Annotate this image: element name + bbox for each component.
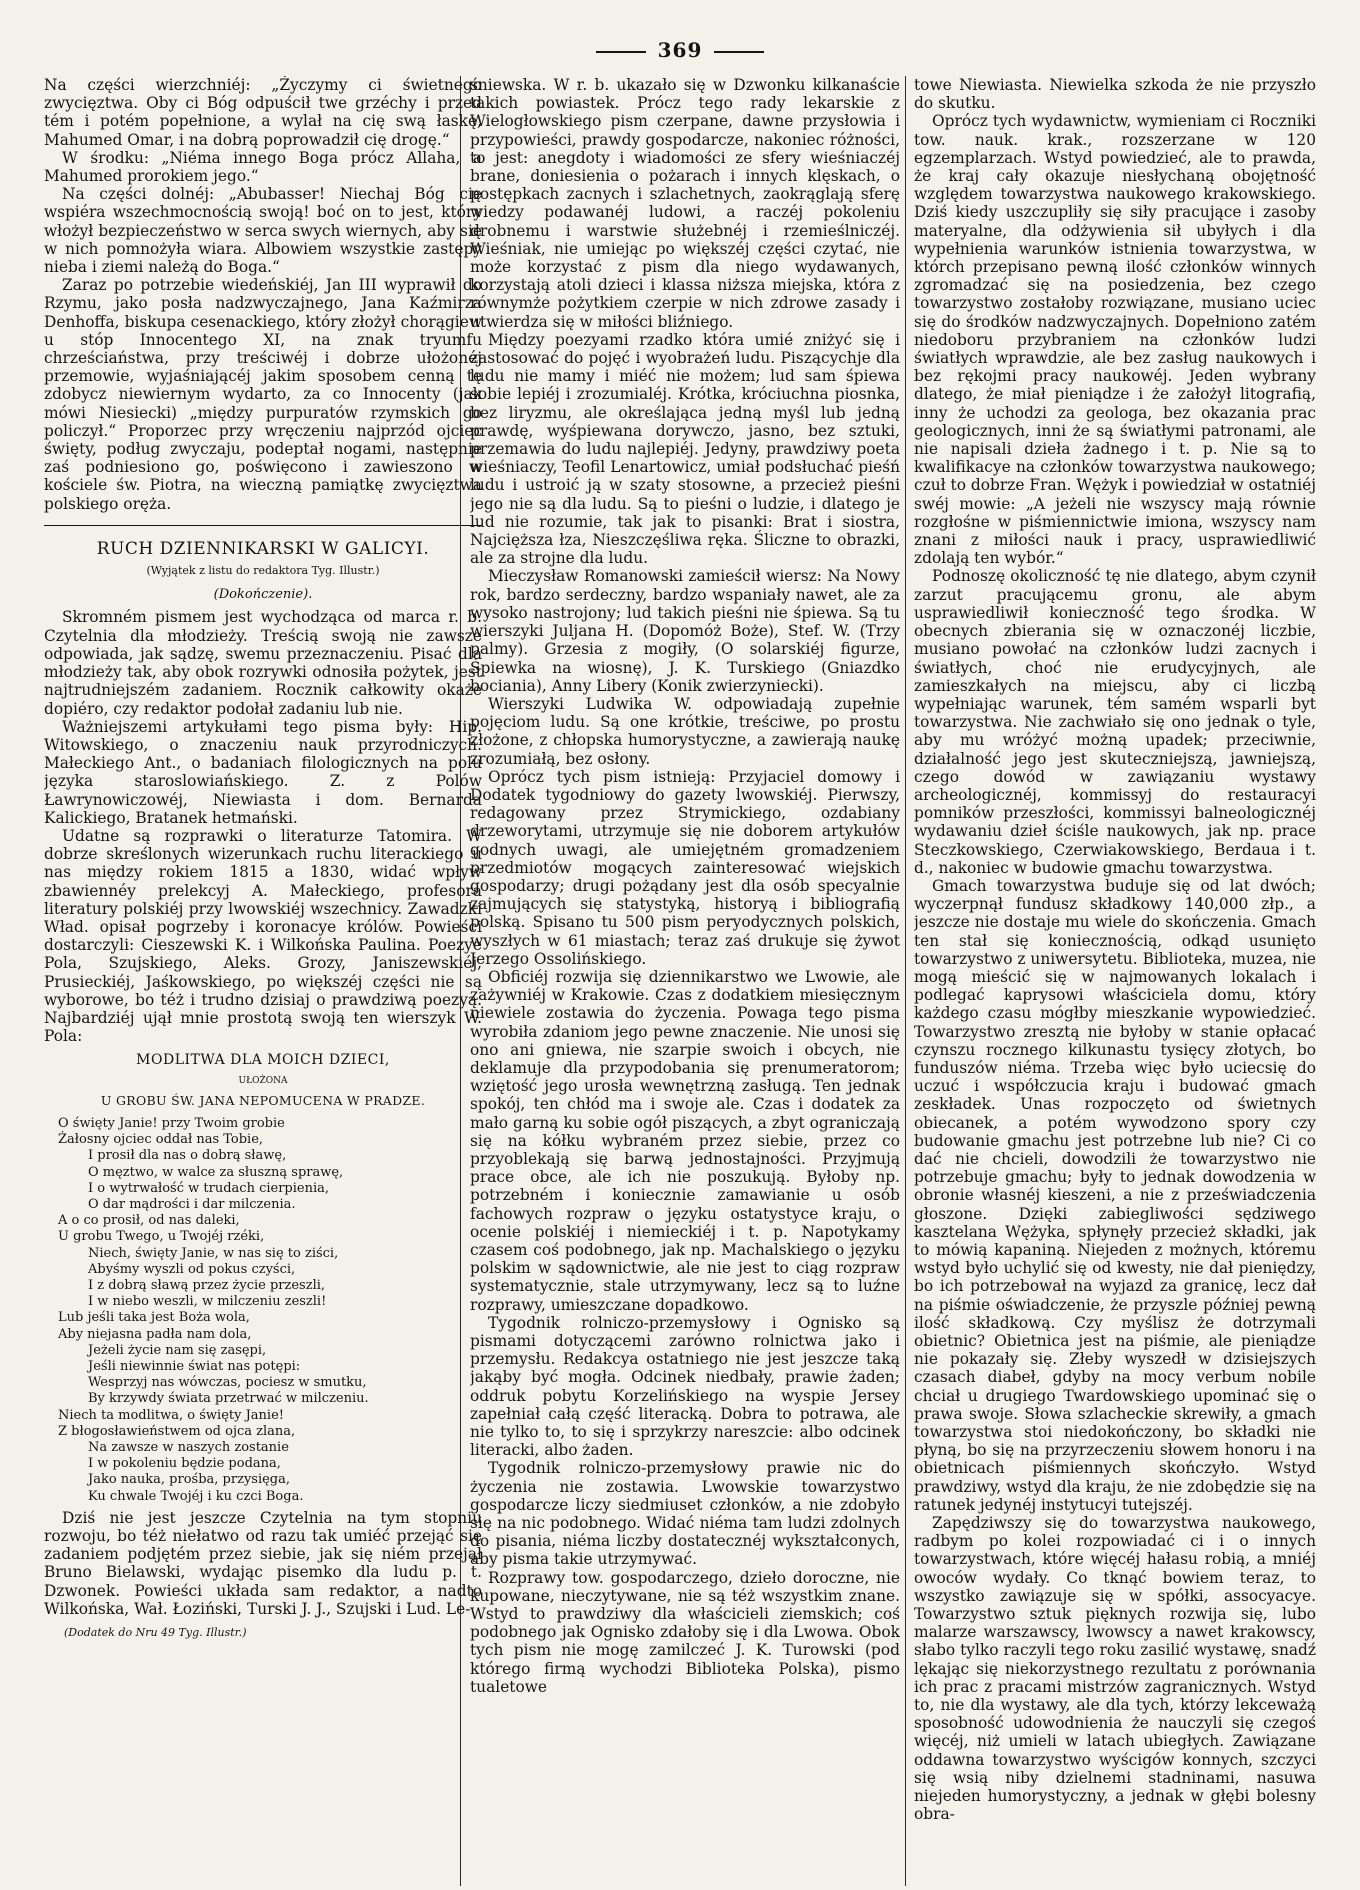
paragraph: Podnoszę okoliczność tę nie dlatego, abym czynił zarzut pracującemu gronu, ale abym usprawiedliwił konieczność tego środka. W obecnych zbierania się w oznaczonéj liczbie, musiano powołać na członków ludzi zacnych i światłych, choć nie erudycyjnych, ale zamieszkałych na miejscu, aby ci liczbą wypełniając warunek, tém samém wsparli byt towarzystwa. Nie zachwiało się ono jednak o tyle, aby mu wróżyć możną upadek; przeciwnie, działalność jego jest skuteczniejszą, jawniejszą, czego dowód w zawiązaniu wystawy archeologicznéj, kommissyj do restauracyi pomników przeszłości, kommissyi balneologicznéj wydawaniu dzieł ściśle naukowych, jak np. prace Steczkowskiego, Czerwiakowskiego, Berdaua i t. d., nakoniec w budowie gmachu towarzystwa.: [914, 567, 1316, 877]
paragraph: Tygodnik rolniczo-przemysłowy prawie nic do życzenia nie zostawia. Lwowskie towarzystwo gospodarcze liczy siedmiuset członków, a nie zdobyło się na nic podobnego. Widać niéma tam ludzi zdolnych do pisania, niéma liczby dostatecznéj wykształconych, aby pisma takie utrzymywać.: [470, 1459, 900, 1569]
paragraph: Skromném pismem jest wychodząca od marca r. b. Czytelnia dla młodzieży. Treścią swoją nie zawsze odpowiada, jak sądzę, swemu przeznaczeniu. Pisać dla młodzieży tak, aby obok rozrywki odnosiła pożytek, jest najtrudniejszém zadaniem. Rocznik całkowity okaże dopiéro, czy redaktor podołał zadaniu lub nie.: [44, 608, 482, 718]
column-right: [914, 76, 1316, 1886]
column-divider-right: [905, 76, 906, 1886]
page-number-text: 369: [657, 38, 703, 62]
poem-line: Wesprzyj nas wówczas, pociesz w smutku,: [88, 1375, 367, 1391]
poem-line: Niech, święty Janie, w nas się to ziści,: [88, 1245, 339, 1261]
poem-line: Jako nauka, prośba, przysięga,: [88, 1472, 291, 1488]
poem-line: Jeśli niewinnie świat nas potępi:: [88, 1359, 301, 1375]
page-number-left-dash: [596, 51, 646, 53]
poem-line: Aby niejasna padła nam dola,: [58, 1326, 252, 1342]
paragraph: Rozprawy tow. gospodarczego, dzieło doroczne, nie kupowane, nieczytywane, nie są téż wszystkim znane. Wstyd to prawdziwy dla właścicieli ziemskich; coś podobnego jak Ognisko zdałoby się i dla Lwowa. Obok tych pism nie mogę zamilczeć J. K. Turowski (pod którego firmą wychodzi Biblioteka Polska), pismo tualetowe: [470, 1568, 900, 1696]
poem-line: A o co prosił, od nas daleki,: [58, 1213, 240, 1229]
poem-subtitle-place: U GROBU ŚW. JANA NEPOMUCENA W PRADZE.: [100, 1092, 426, 1108]
poem-line: Abyśmy wyszli od pokus czyści,: [88, 1261, 296, 1277]
paragraph: towe Niewiasta. Niewielka szkoda że nie przyszło do skutku.: [914, 76, 1316, 113]
poem-line: I z dobrą sławą przez życie przeszli,: [88, 1278, 326, 1293]
paragraph: Dziś nie jest jeszcze Czytelnia na tym stopniu rozwoju, bo téż niełatwo od razu tak umiéć przejąć się zadaniem podjętém przez siebie, jak się niém przejął Bruno Bielawski, wydając pisemko dla ludu p. t. Dzwonek. Powieści układa sam redaktor, a nadto Wilkońska, Wał. Łoziński, Turski J. J., Szujski i Lud. Le-: [44, 1508, 482, 1618]
section-note: (Wyjątek z listu do redaktora Tyg. Illustr.): [146, 564, 380, 578]
paragraph: śniewska. W r. b. ukazało się w Dzwonku kilkanaście takich powiastek. Prócz tego rady lekarskie z Wielogłowskiego pism czerpane, dawne przysłowia i przypowieści, prawdy gospodarcze, nakoniec różności, to jest: anegdoty i wiadomości ze sfery wieśniaczéj brane, doniesienia o pożarach i innych klęskach, o postępkach zacnych i szlachetnych, zaokrąglają sferę wiedzy podawanéj ludowi, a raczéj pokoleniu drobnemu i warstwie służebnéj i rzemieślniczéj. Wieśniak, nie umiejąc po większéj części czytać, nie może korzystać z pism dla niego wydawanych, korzystają atoli dzieci i klassa niższa miejska, która z równymże pożytkiem czerpie w nich zdrowe zasady i utwierdza się w miłości bliźniego.: [470, 76, 900, 331]
poem-line: O dar mądrości i dar milczenia.: [88, 1196, 296, 1212]
poem-line: Ku chwale Twojéj i ku czci Boga.: [88, 1488, 304, 1504]
poem-line: Niech ta modlitwa, o święty Janie!: [58, 1407, 284, 1423]
poem: [44, 1116, 482, 1505]
poem-line: I prosił dla nas o dobrą sławę,: [88, 1148, 287, 1164]
paragraph: Zaraz po potrzebie wiedeńskiéj, Jan III wyprawił do Rzymu, jako posła nadzwyczajnego, Jana Kaźmirza Denhoffa, biskupa cesenackiego, który złożył chorągiew u stóp Innocentego XI, na znak tryumfu chrześciaństwa, przy treściwéj i dobrze ułożonéj przemowie, wyjaśniającéj jakim sposobem cenną tę zdobycz niewiernym wydarto, za co Innocenty (jak mówi Niesiecki) „między purpuratów rzymskich go policzył.“ Proporzec przy wręczeniu najprzód ojciec święty, podług zwyczaju, podeptał nogami, następnie zaś podniesiono go, poświęcono i zawieszono w kościele św. Piotra, na wieczną pamiątkę zwycięztwa polskiego oręża.: [44, 276, 482, 513]
poem-title: MODLITWA DLA MOICH DZIECI,: [136, 1052, 390, 1069]
poem-line: Lub jeśli taka jest Boża wola,: [58, 1310, 250, 1326]
poem-line: Jeżeli życie nam się zasępi,: [88, 1342, 267, 1358]
paragraph: Mieczysław Romanowski zamieścił wiersz: Na Nowy rok, bardzo serdeczny, bardzo wspaniały nawet, ale za wysoko nastrojony; lud takich pieśni nie śpiewa. Są tu wierszyki Juljana H. (Dopomóż Boże), Stef. W. (Trzy palmy). Grzesia z mogiły, (O solarskiéj figurze, Śpiewka na wiosnę), J. K. Turskiego (Gniazdko bociania), Anny Libery (Konik zwierzyniecki).: [470, 567, 900, 695]
section-divider: [44, 525, 482, 526]
poem-line: O święty Janie! przy Twoim grobie: [58, 1115, 285, 1131]
paragraph: Gmach towarzystwa buduje się od lat dwóch; wyczerpnął fundusz składkowy 140,000 złp., a jeszcze nie dostaje mu wiele do skończenia. Gmach ten stał się koniecznością, odkąd usunięto towarzystwo z uniwersytetu. Biblioteka, muzea, nie mogą mieścić się w najmowanych lokalach i podlegać kaprysowi właściciela domu, który każdego czasu mógłby mieszkanie wypowiedzieć. Towarzystwo zresztą nie byłoby w stanie opłacać czynszu rocznego kilkunastu tysięcy złotych, bo funduszów niéma. Trzeba więc było uciecsię do uczuć i współczucia kraju i budować gmach zeskładek. Unas rozpoczęto od świetnych obiecanek, a potém wywodzono spory czy budowanie gmachu jest potrzebne lub nie? Ci co dać nie chcieli, dowodzili że towarzystwo nie potrzebuje gmachu; były to jednak dowodzenia w obronie własnéj kieszeni, a nie z przeświadczenia głoszone. Dzięki zabiegliwości sędziwego kasztelana Wężyka, spłynęły przecież składki, jak to mówią kapaniną. Niejeden z możnych, któremu wstyd było uchylić się od kwesty, nie dał pieniędzy, bo ich potrzebował na wyjazd za granicę, lecz dał na piśmie oświadczenie, że przyszle później pewną ilość składkową. Czy myślisz że dotrzymali obietnic? Obietnica jest na piśmie, ale pieniądze nie pokazały się. Złeby wyszedł w dzisiejszych czasach diabeł, gdyby na mocy verbum nobile chciał u drugiego Twardowskiego upominać się o prawa swoje. Słowa szlacheckie skrewiły, a gmach towarzystwa stoi niedokończony, bo składki nie płyną, bo się na przyrzeczeniu słowem honoru i na obietnicach piśmiennych skończyło. Wstyd prawdziwy, wstyd dla kraju, że nie zdobędzie się na ratunek jedynéj instytucyi tutejszéj.: [914, 876, 1316, 1514]
poem-line: I w niebo weszli, w milczeniu zeszli!: [88, 1294, 327, 1310]
section-continuation: (Dokończenie).: [213, 587, 313, 603]
column-left: [44, 76, 482, 1886]
paragraph: Między poezyami rzadko która umié zniżyć się i zastosować do pojęć i wyobrażeń ludu. Piszącychje dla ludu nie mamy i miéć nie możem; lud sam śpiewa sobie lepiéj i zrozumialéj. Krótka, króciuchna piosnka, bez liryzmu, ale określająca jedną myśl lub jedną prawdę, wyśpiewana dorywczo, jasno, bez sztuki, przemawia do ludu najlepiéj. Jedyny, prawdziwy poeta wieśniaczy, Teofil Lenartowicz, umiał podsłuchać pieśń ludu i ustroić ją w szaty stosowne, a przecież pieśni jego nie są dla ludu. Są to pieśni o ludzie, i dlatego je lud nie rozumie, tak jak to pisanki: Brat i siostra, Najcięższa łza, Nieszczęśliwa ręka. Śliczne to obrazki, ale za strojne dla ludu.: [470, 330, 900, 568]
paragraph: Ważniejszemi artykułami tego pisma były: Hip. Witowskiego, o znaczeniu nauk przyrodniczych. Małeckiego Ant., o badaniach filologicznych na polu języka staroslowiańskiego. Z. z Polów Ławrynowiczowéj, Niewiasta i dom. Bernarda Kalickiego, Bratanek hetmański.: [44, 717, 482, 827]
paragraph: Obficiéj rozwija się dziennikarstwo we Lwowie, ale zażywniéj w Krakowie. Czas z dodatkiem miesięcznym niewiele zostawia do życzenia. Powaga tego pisma wyrobiła zdaniom jego pewne znaczenie. Nie unosi się ono ani gniewa, nie szarpie swoich i obcych, nie deklamuje dla przypodobania się prenumeratorom; wziętość jego urosła wewnętrzną zasługą. Ten jednak spokój, ten chłód ma i swoje ale. Czas i dodatek za mało garną ku sobie ogół piszących, a zbyt ograniczają się na kółku wybraném przez siebie, przez co przyoblekają się barwą jednostajności. Przyjmują prace obce, ale ich nie poszukują. Byłoby np. potrzebném i koniecznie zamawianie u osób fachowych rozpraw o języku ostatystyce kraju, o ocenie polskiéj i niemieckiéj i t. p. Napotykamy czasem coś podobnego, jak np. Machalskiego o języku polskim w sądownictwie, ale nie jest to ciąg rozpraw systematycznie, stale utrzymywany, lecz są to luźne rozprawy, umieszczane dopadkowo.: [470, 967, 900, 1314]
paragraph: Na części wierzchniéj: „Życzymy ci świetnego zwycięztwa. Oby ci Bóg odpuścił twe grzéchy i przed tém i potém popełnione, a wylał na cię swą łaskę, Mahumed Omar, i na dobrą poprowadził cię drogę.“: [44, 76, 482, 149]
paragraph: Wierszyki Ludwika W. odpowiadają zupełnie pojęciom ludu. Są one krótkie, treściwe, po prostu złożone, z chłopska humorystyczne, a zawierają naukę zrozumiałą, bez osłony.: [470, 694, 900, 768]
footnote: (Dodatek do Nru 49 Tyg. Illustr.): [64, 1626, 247, 1640]
paragraph: Na części dolnéj: „Abubasser! Niechaj Bóg cię wspiéra wszechmocnością swoją! boć on to jest, który włożył bezpieczeństwo w serca swych wiernych, aby się w nich pomnożyła wiara. Albowiem wszystkie zastępy nieba i ziemi należą do Boga.“: [44, 185, 482, 277]
poem-line: By krzywdy świata przetrwać w milczeniu.: [88, 1391, 369, 1407]
paragraph: Oprócz tych wydawnictw, wymieniam ci Roczniki tow. nauk. krak., rozszerzane w 120 egzemplarzach. Wstyd powiedzieć, ale to prawda, że kraj cały okazuje niesłychaną obojętność względem towarzystwa naukowego krakowskiego. Dziś kiedy uszczupliły się siły pracujące i zasoby materyalne, dla odżywienia sił ubyłych i dla wypełnienia warunków istnienia towarzystwa, w którch przepisano pewną ilość członków winnych zgromadzać się na posiedzenia, bez czego towarzystwo zostałoby rozwiązane, musiano uciec się do środków nadzwyczajnych. Dopełniono zatém niedoboru przybraniem na członków ludzi światłych wprawdzie, ale bez zasług naukowych i bez rękojmi pracy naukowéj. Jeden wybrany dlatego, że miał pieniądze i że założył litografią, inny że uchodzi za geologa, bez okazania prac geologicznych, inni że są światłymi patronami, ale nie napisali dzieła żadnego i t. p. Nie są to kwalifikacye na członków towarzystwa naukowego; czuł to dobrze Fran. Wężyk i powiedział w ostatniéj swéj mowie: „A jeżeli nie wszyscy mają równie rozgłośne w piśmiennictwie imiona, wszyscy nam znani z miłości nauk i pracy, usprawiedliwić zdolają ten wybór.“: [914, 112, 1316, 568]
paragraph: W środku: „Niéma innego Boga prócz Allaha, a Mahumed prorokiem jego.“: [44, 148, 482, 186]
section-title: RUCH DZIENNIKARSKI W GALICYI.: [96, 538, 430, 559]
column-middle: [470, 76, 900, 1886]
page-number-right-dash: [714, 51, 764, 53]
poem-line: Z błogosławieństwem od ojca zlana,: [58, 1423, 296, 1439]
poem-line: O męztwo, w walce za słuszną sprawę,: [88, 1164, 344, 1180]
poem-line: I w pokoleniu będzie podana,: [88, 1456, 281, 1472]
poem-line: I o wytrwałość w trudach cierpienia,: [88, 1180, 330, 1196]
paragraph: Udatne są rozprawki o literaturze Tatomira. W dobrze skreślonych wizerunkach ruchu literackiego u nas między rokiem 1815 a 1830, widać wpływ zbawiennéy prelekcyj A. Małeckiego, profesora literatury polskiéj przy lwowskiéj wszechnicy. Zawadzki Wład. opisał pogrzeby i koronacye królów. Powieści dostarczyli: Cieszewski K. i Wilkońska Paulina. Poezye Pola, Szujskiego, Aleks. Grozy, Janiszewskiéj, Prusieckiéj, Jaśkowskiego, po większéj części nie są wyborowe, bo téż i trudno dzisiaj o prawdziwą poezyą. Najbardziéj ujął mnie prostotą swoją ten wierszyk W. Pola:: [44, 826, 482, 1046]
page-number: [0, 38, 1360, 62]
paragraph: Oprócz tych pism istnieją: Przyjaciel domowy i Dodatek tygodniowy do gazety lwowskiéj. Pierwszy, redagowany przez Strymickiego, ozdabiany drzeworytami, utrzymuje się nie doborem artykułów godnych uwagi, ale umiejętném gromadzeniem przedmiotów mogących zainteresować wiejskich gospodarzy; drugi pożądany jest dla osób specyalnie zajmujących się statystyką, historyą i bibliografią polską. Spisano tu 500 pism peryodycznych polskich, wyszłych w 61 miastach; teraz zaś drukuje się żywot Jerzego Ossolińskiego.: [470, 767, 900, 968]
poem-line: Żałosny ojciec oddał nas Tobie,: [58, 1132, 264, 1148]
poem-line: U grobu Twego, u Twojéj rzéki,: [58, 1229, 265, 1245]
poem-subtitle: UŁOŻONA: [238, 1075, 288, 1086]
paragraph: Zapędziwszy się do towarzystwa naukowego, radbym po kolei rozpowiadać ci i o innych towarzystwach, które więcéj hałasu robią, a mniéj owoców wydały. Co tknąć bowiem teraz, to wszystko zawiązuje się w spółki, assocyacye. Towarzystwo sztuk pięknych rozwija się, lubo malarze warszawscy, lwowscy a nawet krakowscy, słabo tylko raczyli tego roku zasilić wystawę, snadź lękając się niekorzystnego rezultatu z porównania ich prac z pracami mistrzów zagranicznych. Wstyd to, nie dla wystawy, ale dla tych, którzy lekceważą sposobność udowodnienia że nauczyli się czegoś więcéj, niż umieli w latach ubiegłych. Zawiązane oddawna towarzystwo wyścigów konnych, szczyci się wsią niby dzielnemi stadninami, nasuwa niejeden humorystyczny, a jednak w głębi bolesny obra-: [914, 1514, 1316, 1824]
paragraph: Tygodnik rolniczo-przemysłowy i Ognisko są pismami dotyczącemi zarówno rolnictwa jako i przemysłu. Redakcya ostatniego nie jest jeszcze taką jakąby być mogła. Odcinek niedbały, prawie żaden; oddruk pobytu Korzelińskiego na wyspie Jersey zapełniał całą część literacką. Dobra to potrawa, ale nie tylko to, to się i sprzykrzy nareszcie: albo odcinek literacki, albo żaden.: [470, 1313, 900, 1460]
poem-line: Na zawsze w naszych zostanie: [88, 1440, 289, 1456]
